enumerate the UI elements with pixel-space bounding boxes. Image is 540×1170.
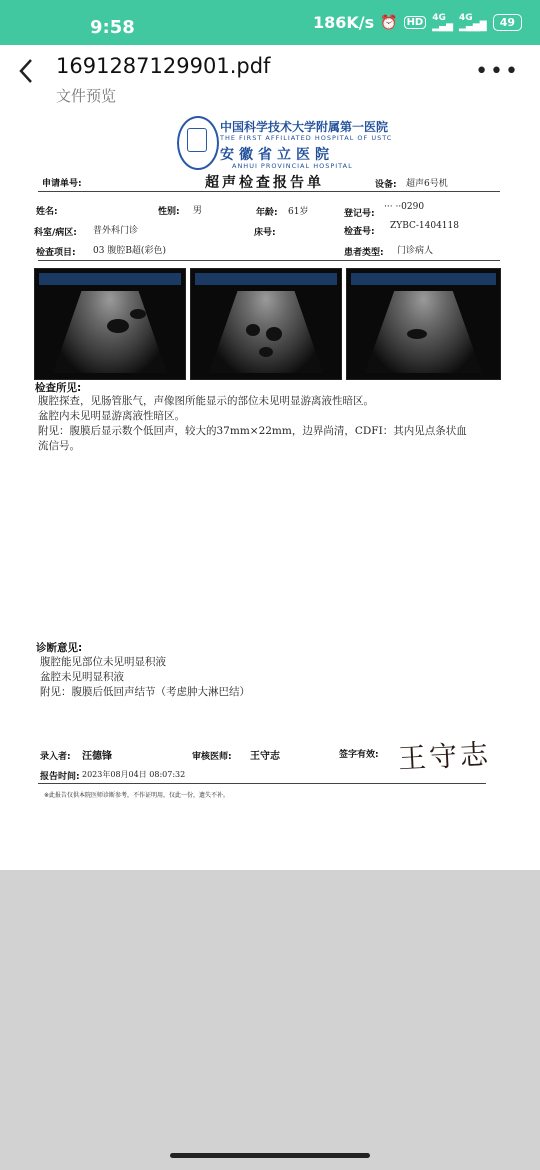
- hospital-name-en: THE FIRST AFFILIATED HOSPITAL OF USTC: [220, 134, 393, 142]
- hd-icon: HD: [404, 16, 427, 29]
- reviewer-label: 审核医师:: [192, 752, 232, 762]
- patient-type-value: 门诊病人: [397, 246, 434, 256]
- app-bar: [0, 45, 540, 110]
- battery-icon: 49: [493, 14, 522, 31]
- findings-line-4: 流信号。: [38, 440, 80, 452]
- file-title: 1691287129901.pdf: [56, 54, 271, 78]
- gender-label: 性别:: [158, 207, 180, 217]
- age-label: 年龄:: [256, 208, 278, 218]
- exam-no-value: ZYBC-1404118: [390, 221, 459, 231]
- report-title: 超声检查报告单: [205, 175, 324, 191]
- findings-line-1: 腹腔探查，见肠管胀气，声像图所能显示的部位未见明显游离液性暗区。: [38, 395, 374, 407]
- diagnosis-line-3: 附见：腹膜后低回声结节（考虑肿大淋巴结）: [40, 686, 250, 698]
- diagnosis-line-2: 盆腔未见明显积液: [40, 671, 124, 683]
- reviewer-value: 王守志: [250, 751, 280, 762]
- name-label: 姓名:: [36, 207, 58, 217]
- status-icons: [313, 13, 522, 32]
- dept-label: 科室/病区:: [34, 228, 77, 238]
- dept-value: 普外科门诊: [93, 226, 139, 236]
- exam-item-label: 检查项目:: [36, 248, 76, 258]
- apply-no-label: 申请单号:: [42, 179, 82, 189]
- footer-divider: [38, 783, 486, 784]
- more-icon[interactable]: •••: [475, 59, 520, 84]
- signal-icon-1: 4G ▂▄▆: [432, 12, 453, 32]
- network-speed: 186K/s: [312, 13, 375, 32]
- age-value: 61岁: [288, 207, 309, 217]
- reg-value: ··· ··0290: [384, 202, 425, 212]
- findings-line-2: 盆腔内未见明显游离液性暗区。: [38, 410, 185, 422]
- ultrasound-image-3: [346, 268, 501, 380]
- handwritten-signature: 王守志: [397, 737, 492, 776]
- entry-value: 汪德锋: [82, 751, 112, 762]
- info-divider: [38, 260, 500, 261]
- reg-label: 登记号:: [344, 209, 375, 219]
- status-time: 9:58: [90, 17, 135, 38]
- report-time-value: 2023年08月04日 08:07:32: [82, 770, 186, 779]
- hospital-name-cn: 中国科学技术大学附属第一医院: [220, 120, 389, 134]
- alarm-icon: ⏰: [380, 14, 398, 31]
- signature-label: 签字有效:: [339, 750, 379, 760]
- findings-line-3: 附见：腹膜后显示数个低回声，较大的37mm×22mm，边界尚清，CDFI：其内见点条状血: [38, 425, 467, 437]
- status-bar: [0, 0, 540, 45]
- gender-value: 男: [193, 206, 203, 216]
- ultrasound-image-1: [34, 268, 186, 380]
- back-arrow-icon[interactable]: [16, 57, 40, 87]
- header-divider: [38, 191, 500, 192]
- report-time-label: 报告时间:: [40, 772, 80, 782]
- hospital-logo-icon: [177, 116, 219, 170]
- home-indicator[interactable]: [170, 1153, 370, 1158]
- entry-label: 录入者:: [40, 752, 71, 762]
- diagnosis-label: 诊断意见:: [36, 642, 83, 654]
- hospital-name-en2: ANHUI PROVINCIAL HOSPITAL: [232, 162, 353, 170]
- file-subtitle: 文件预览: [56, 87, 117, 105]
- exam-no-label: 检查号:: [344, 227, 375, 237]
- hospital-name-cn2: 安徽省立医院: [220, 147, 334, 163]
- patient-type-label: 患者类型:: [344, 248, 384, 258]
- diagnosis-line-1: 腹腔能见部位未见明显积液: [40, 656, 166, 668]
- bed-label: 床号:: [254, 228, 276, 238]
- pdf-page: [0, 110, 540, 872]
- exam-item-value: 03 腹腔B超(彩色): [93, 246, 166, 256]
- disclaimer-note: ※此报告仅供本院医师诊断参考，不作证明用，仅此一份，遗失不补。: [44, 792, 230, 799]
- signal-icon-2: 4G ▂▄▆█: [459, 12, 487, 32]
- device-value: 超声6号机: [406, 179, 448, 189]
- device-label: 设备:: [375, 180, 397, 190]
- ultrasound-image-2: [190, 268, 342, 380]
- empty-area: [0, 870, 540, 1170]
- findings-label: 检查所见:: [35, 382, 82, 394]
